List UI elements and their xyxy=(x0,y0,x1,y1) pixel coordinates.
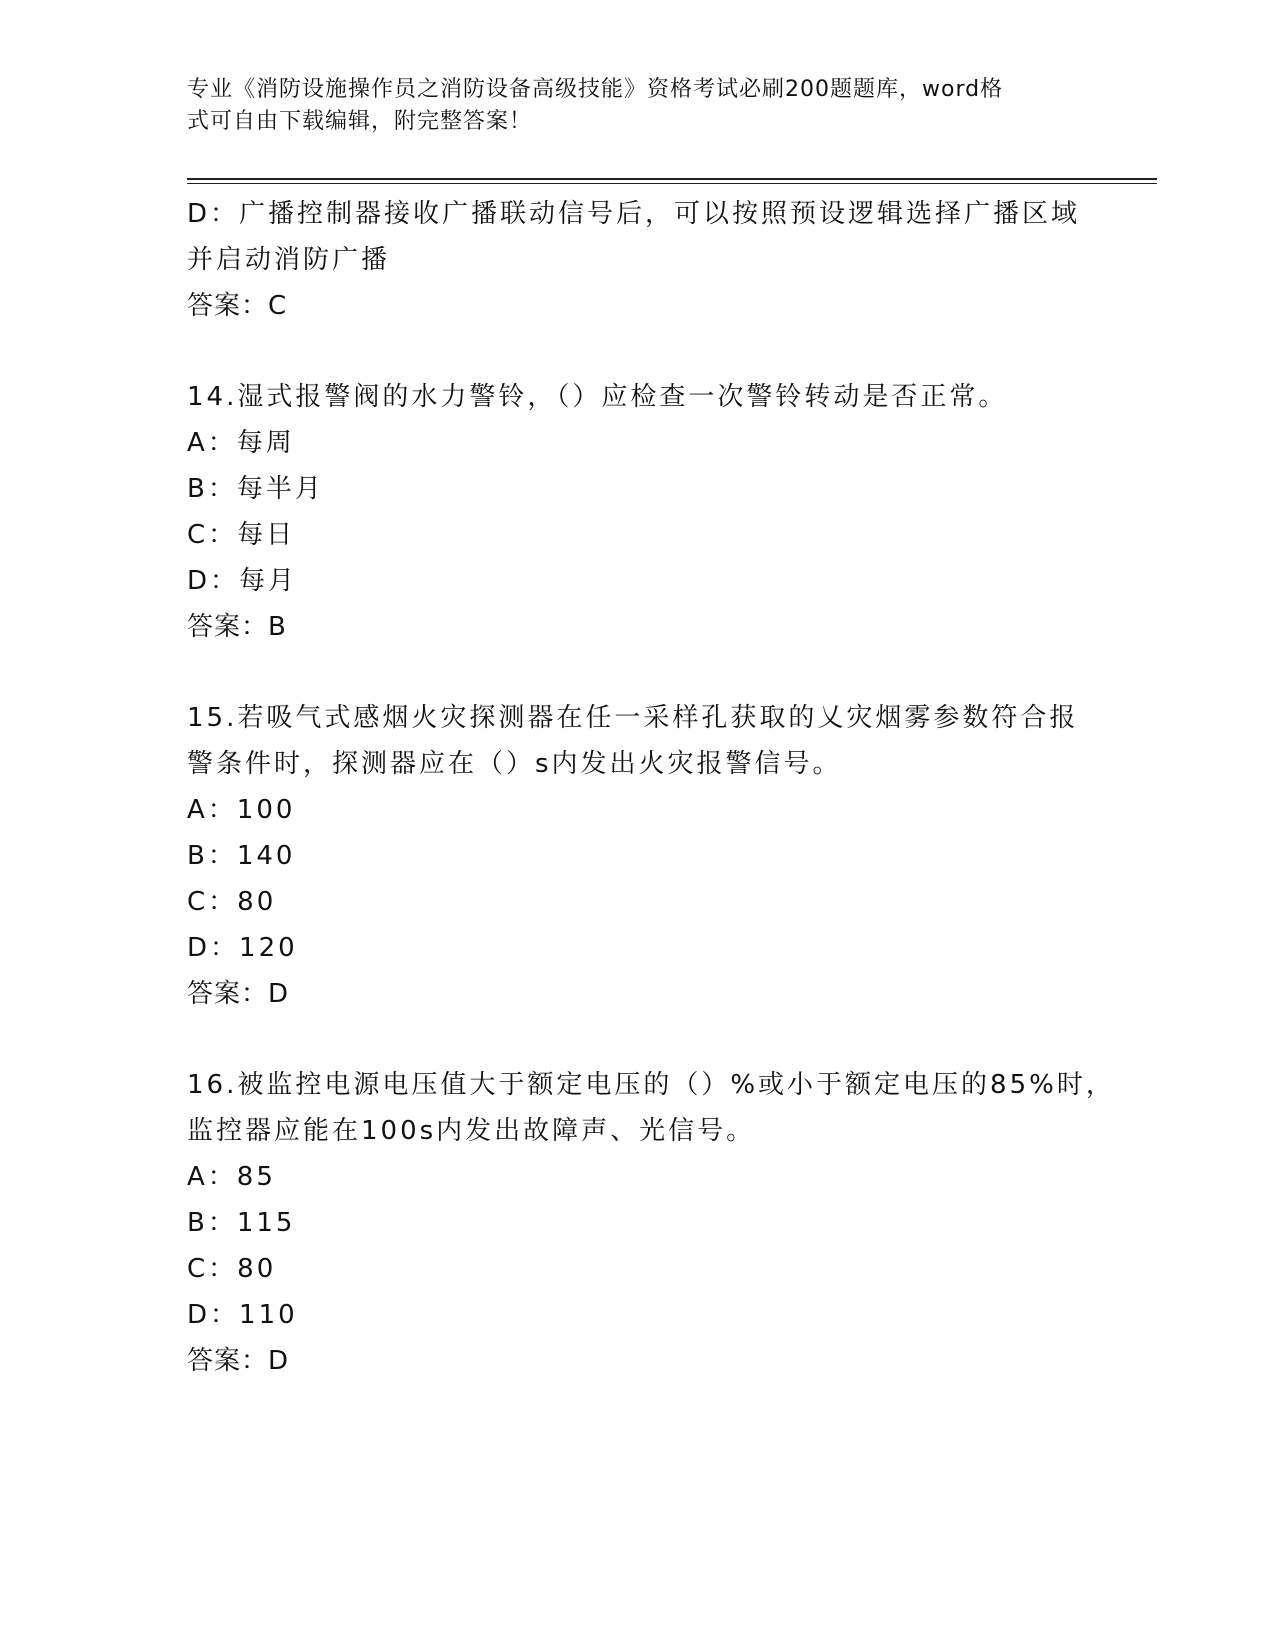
option-b: B：115 xyxy=(187,1208,296,1238)
previous-question-tail xyxy=(187,191,1107,329)
option-d: D：120 xyxy=(187,933,298,963)
option-d-line-2: 并启动消防广播 xyxy=(187,245,391,275)
header-line-2: 式可自由下载编辑，附完整答案！ xyxy=(187,109,533,134)
option-c: C：每日 xyxy=(187,520,296,550)
answer-line: 答案：B xyxy=(187,612,287,642)
option-a: A：每周 xyxy=(187,428,295,458)
answer-line: 答案：C xyxy=(187,291,288,321)
option-a: A：85 xyxy=(187,1162,276,1192)
question-stem-line-1: 16.被监控电源电压值大于额定电压的（）%或小于额定电压的85%时， xyxy=(187,1070,1115,1100)
spacer xyxy=(187,329,1107,374)
answer-line: 答案：D xyxy=(187,979,290,1009)
question-15 xyxy=(187,695,1107,1017)
option-c: C：80 xyxy=(187,1254,277,1284)
spacer xyxy=(187,650,1107,695)
question-stem: 14.湿式报警阀的水力警铃，（）应检查一次警铃转动是否正常。 xyxy=(187,382,1008,412)
option-b: B：140 xyxy=(187,841,296,871)
document-header xyxy=(187,74,1067,138)
answer-line: 答案：D xyxy=(187,1346,290,1376)
spacer xyxy=(187,1017,1107,1062)
question-16 xyxy=(187,1062,1115,1384)
header-divider-thin xyxy=(187,183,1157,184)
option-c: C：80 xyxy=(187,887,277,917)
header-divider-thick xyxy=(187,178,1157,180)
question-stem-line-2: 警条件时，探测器应在（）s内发出火灾报警信号。 xyxy=(187,749,842,779)
option-a: A：100 xyxy=(187,795,296,825)
question-content xyxy=(187,191,1115,1384)
option-b: B：每半月 xyxy=(187,474,324,504)
header-line-1: 专业《消防设施操作员之消防设备高级技能》资格考试必刷200题题库，word格 xyxy=(187,77,1004,102)
option-d: D：每月 xyxy=(187,566,298,596)
question-14 xyxy=(187,374,1107,650)
option-d: D：110 xyxy=(187,1300,298,1330)
question-stem-line-1: 15.若吸气式感烟火灾探测器在任一采样孔获取的乂灾烟雾参数符合报 xyxy=(187,703,1079,733)
option-d-line-1: D：广播控制器接收广播联动信号后，可以按照预设逻辑选择广播区域 xyxy=(187,199,1081,229)
question-stem-line-2: 监控器应能在100s内发出故障声、光信号。 xyxy=(187,1116,756,1146)
